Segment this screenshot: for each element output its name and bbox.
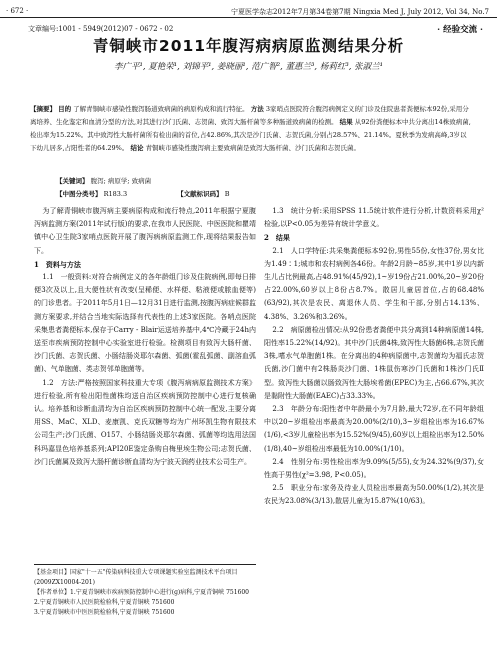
abstract-block — [30, 103, 472, 155]
result-text: 从92份粪便标本中共分离出14株致病菌,检出率为15.22%。其中致泻性大肠杆菌所有检出菌的首位,占42.86%,其次是沙门氏菌、志贺氏菌,分别占28.57%、21.14%。夏秋季为发病高峰,3岁以下幼儿居多,占阳性者的64.29%。 — [30, 118, 471, 152]
body-paragraph: 2.4 性别分布:男性检出率为9.09%(5/55),女为24.32%(9/37),女性高于男性(χ²=3.98, P<0.05)。 — [264, 457, 484, 480]
conclusion-text: 青铜峡市感染性腹泻病主要致病菌是致泻大肠杆菌、沙门氏菌和志贺氏菌。 — [145, 144, 361, 152]
journal-citation: 宁夏医学杂志2012年7月第34卷第7期 Ningxia Med J, July 2012, Vol 34, No.7 — [231, 8, 489, 16]
header-rule — [0, 17, 497, 18]
classification — [56, 189, 278, 198]
left-column — [34, 205, 256, 469]
result-label: 结果 — [339, 118, 353, 126]
method-label: 方法 — [250, 105, 264, 113]
keywords-text: 腹泻; 病原学; 致病菌 — [90, 177, 152, 185]
method-text: 3家哨点医院符合腹泻病例定义的门诊及住院患者粪便标本92份,采用分离培养、生化鉴定和血清分型的方法,对其进行沙门氏菌、志贺菌、致泻大肠杆菌等多种肠道致病菌的检测。 — [30, 105, 469, 126]
body-paragraph: 为了解青铜峡市腹泻病主要病原构成和流行特点,2011年根据宁夏腹泻病监测方案(2011年试行版)的要求,在我市人民医院、中医医院和瞿靖镇中心卫生院3家哨点医院开展了腹泻病病原监测工作,现将结果报告如下。 — [34, 207, 256, 255]
keywords — [56, 176, 151, 185]
objective-text: 了解青铜峡市感染性腹泻肠道致病菌的病原构成和流行特征。 — [73, 105, 249, 113]
body-paragraph: 2.1 人口学特征:共采集粪便标本92份,男性55份,女性37份,男女比为1.49∶1;城市和农村病例各46份。年龄2月龄~85岁,其中1岁以内新生儿占比例最高,占48.91%(45/92),1~岁19份占21.00%,20~岁20份占22.00%,60岁以上8份占8.7%。散居儿童居首位,占的68.48%(63/92),其次是农民、离退休人员、学生和干部,分别占14.13%、4.38%、3.26%和3.26%。 — [264, 246, 484, 321]
doc-code: B — [224, 190, 230, 198]
author-list: 李广平¹, 夏艳荣¹, 刘锦平¹, 姜晓丽¹, 范广智², 董惠兰³, 杨莉红³, 张淑兰¹ — [113, 62, 384, 72]
column-label: · 经验交流 · — [437, 25, 483, 35]
footnote-line: 2.宁夏青铜峡市人民医院检验科,宁夏青铜峡 751600 — [34, 599, 175, 606]
footnote-line: 3.宁夏青铜峡市中医医院检验科,宁夏青铜峡 751600 — [34, 609, 175, 616]
body-paragraph: 1.1 一般资料:对符合病例定义的各年龄组门诊及住院病例,即每日排便3次及以上,且大便性状有改变(呈稀便、水样便、粘液便或脓血便等)的门诊患者。于2011年5月1日—12月31日进行监测,按腹泻病症候群监测方案要求,并结合当地实际选择有代表性的上述3家医院。各哨点医院采集患者粪便标本,保存于Carry - Blair运送培养基中,4℃冷藏于24h内送至市疾病预防控制中心实验室进行检验。检测项目有致泻大肠杆菌、沙门氏菌、志贺氏菌、小肠结肠炎耶尔森菌、弧菌(霍乱弧菌、副溶血弧菌)、气单胞菌、类志贺邻单胞菌等。 — [34, 273, 256, 374]
keywords-label: 【关键词】 — [56, 177, 89, 185]
body-paragraph: 2.2 病原菌检出情况:从92份患者粪便中共分离到14种病原菌14株,阳性率15.22%(14/92)。其中沙门氏菌4株,致泻性大肠菌6株,志贺氏菌3株,嗜水气单胞菌1株。在分离出的4种病原菌中,志贺菌均为福氏志贺氏菌,沙门菌中有2株肠炎沙门菌、1株鼠伤寒沙门氏菌和1株沙门氏Ⅱ型。致泻性大肠菌以肠致泻性大肠埃希菌(EPEC)为主,占66.67%,其次是黏附性大肠菌(EAEC)占33.33%。 — [264, 325, 484, 400]
section-heading: 1 资料与方法 — [34, 259, 81, 269]
right-column — [264, 205, 484, 509]
page-number: · 672 · — [6, 7, 29, 15]
body-paragraph: 1.3 统计分析:采用SPSS 11.5统计软件进行分析,计数资料采用χ²检验,以P<0.05为差异有统计学意义。 — [264, 207, 484, 229]
footnote-line: 【作者单位】1.宁夏青铜峡市疾病预防控制中心进行(ɡ)病科,宁夏青铜峡 751600 — [34, 589, 249, 596]
body-paragraph: 1.2 方法:严格按照国家科技重大专项《腹泻病病原监测技术方案》进行检验,所有检出阳性菌株均送自治区疾病预防控制中心进行复核确认。培养基和诊断血清均为自治区疾病预防控制中心统一配发,主要分离用SS、MaC、XLD、麦康凯、克氏双糖等均为广州环凯生物有限技术公司生产;沙门氏菌、O157、小肠结肠炎耶尔森菌、弧菌等均选用法国科玛嘉显色培养基系列;API20E鉴定条购自梅里埃生物公司;志贺氏菌、沙门氏菌属及致泻大肠杆菌诊断血清均为宁波天润药业技术公司生产。 — [34, 378, 256, 466]
article-number: 文章编号:1001 - 5949(2012)07 - 0672 - 02 — [28, 25, 174, 33]
doc-code-label: 【文献标识码】 — [177, 190, 223, 198]
footnotes — [34, 564, 256, 618]
body-paragraph: 2.5 职业分布:家务及待业人员检出率最高为50.00%(1/2),其次是农民为23.08%(3/13),散居儿童为15.87%(10/63)。 — [264, 484, 484, 506]
clc-code: R183.3 — [103, 190, 128, 198]
conclusion-label: 结论 — [130, 144, 144, 152]
abstract-label: 【摘要】 — [30, 105, 56, 113]
clc-label: 【中图分类号】 — [56, 190, 102, 198]
footnote-line: 【基金项目】国家"十一五"传染病科技重大专项课题实验室监测技术平台项目(2009ZX10004-201) — [34, 569, 238, 586]
objective-label: 目的 — [58, 105, 72, 113]
body-paragraph: 2.3 年龄分布:阳性者中年龄最小为7月龄,最大72岁,在不同年龄组中以20~岁组检出率最高为20.00%(2/10),3~岁组检出率为16.67%(1/6),<3岁儿童检出率为15.52%(9/45),60岁以上组检出率为12.50%(1/8),40~岁组检出率最低为10.00%(1/10)。 — [264, 405, 484, 453]
section-heading: 2 结果 — [264, 233, 290, 243]
running-header — [0, 4, 497, 18]
article-title: 青铜峡市2011年腹泻病病原监测结果分析 — [92, 37, 405, 55]
